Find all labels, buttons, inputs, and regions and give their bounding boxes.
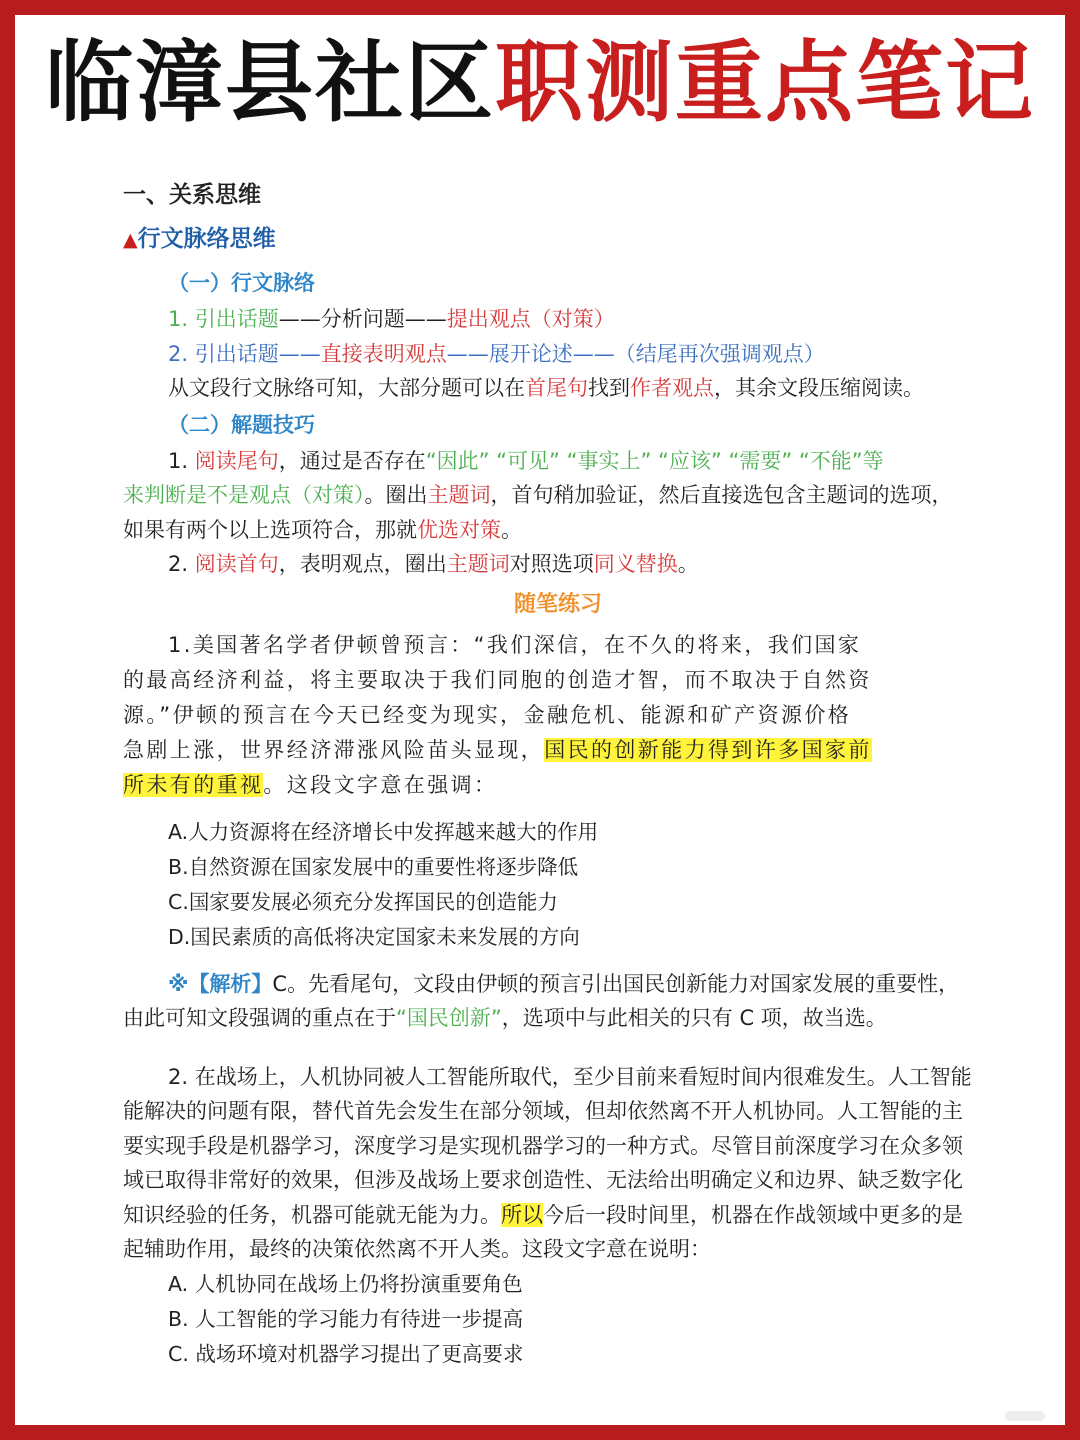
question-2-line: 起辅助作用，最终的决策依然离不开人类。这段文字意在说明： [123,1237,711,1261]
part-one-heading: （一）行文脉络 [168,271,315,295]
text-span: 。这段文字意在强调： [263,772,498,797]
tip-line-1 [123,444,993,479]
text-span: ，其余文段压缩阅读。 [714,376,924,400]
text-span: 如果有两个以上选项符合，那就 [123,517,417,542]
structure-line-1 [168,302,993,337]
highlighted-text: 所以 [501,1202,543,1227]
question-2-line: 域已取得非常好的效果，但涉及战场上要求创造性、无法给出明确定义和边界、缺乏数字化 [123,1168,963,1192]
text-span: 1. [168,448,195,473]
part-one [123,264,993,444]
question-2 [123,1060,993,1372]
highlighted-text: 国民的创新能力得到许多国家前 [544,737,872,762]
text-span: 同义替换 [593,552,678,576]
sub-heading-text: 行文脉络思维 [137,226,276,252]
text-span: 提出观点（对策） [446,307,615,331]
structure-summary [168,371,993,406]
question-2-line [123,1198,993,1233]
title-part-black: 临漳县社区 [44,31,495,134]
title-part-red: 职测重点笔记 [495,31,1036,134]
text-span: 优选对策 [417,517,501,542]
text-span: 作者观点 [630,376,714,400]
analysis-line-2 [123,1001,993,1036]
text-span: 2. 引出话题 [168,341,279,366]
text-span: 找到 [588,376,630,400]
part-two-body [123,444,993,582]
text-span: 今后一段时间里，机器在作战领域中更多的是 [543,1202,963,1227]
text-span: 由此可知文段强调的重点在于 [123,1006,396,1030]
question-1-line: 源。”伊顿的预言在今天已经变为现实，金融危机、能源和矿产资源价格 [123,702,852,727]
question-1-line: 的最高经济利益，将主要取决于我们同胞的创造才智，而不取决于自然资 [123,667,872,692]
spacer [123,1036,993,1060]
text-span: ，表明观点，圈出 [278,552,447,576]
tip-line-3 [123,513,993,548]
text-span: 来判断是不是观点（对策） [123,483,365,507]
note-content [123,175,993,1372]
text-span: ——分析问题—— [278,307,447,331]
text-span: 对照选项 [509,552,594,576]
text-span: C。先看尾句，文段由伊顿的预言引出国民创新能力对国家发展的重要性， [272,971,960,996]
sub-heading [123,215,993,264]
text-span: 主题词 [446,552,510,576]
option-a: A. 人机协同在战场上仍将扮演重要角色 [168,1271,523,1296]
triangle-icon: ▲ [123,229,138,251]
question-1 [123,628,993,1036]
text-span: 。圈出 [364,483,428,507]
question-2-line: 要实现手段是机器学习，深度学习是实现机器学习的一种方式。尽管目前深度学习在众多领 [123,1133,963,1158]
text-span: 阅读尾句 [194,448,279,473]
option-a: A.人力资源将在经济增长中发挥越来越大的作用 [168,819,599,844]
part-two-heading: （二）解题技巧 [168,412,315,437]
analysis-label: ※【解析】 [168,971,273,996]
tip-line-2 [123,478,993,513]
text-span: —— [278,341,321,366]
text-span: 1. 引出话题 [168,307,279,331]
section-heading: 一、关系思维 [123,182,261,208]
text-span: “因此” “可见” “事实上” “应该” “需要” “不能”等 [425,448,884,473]
text-span: 首尾句 [525,376,588,400]
text-span: 急剧上涨，世界经济滞涨风险苗头显现， [123,737,545,762]
question-1-line [123,733,993,768]
text-span: 从文段行文脉络可知，大部分题可以在 [168,376,525,400]
question-1-line: 1.美国著名学者伊顿曾预言：“我们深信，在不久的将来，我们国家 [168,632,862,657]
spacer [123,803,993,815]
text-span: 主题词 [427,483,491,507]
option-c: C. 战场环境对机器学习提出了更高要求 [168,1341,524,1366]
text-span: ，选项中与此相关的只有 C 项，故当选。 [501,1006,887,1030]
text-span: 阅读首句 [194,552,279,576]
option-c: C.国家要发展必须充分发挥国民的创造能力 [168,889,558,914]
question-2-line: 能解决的问题有限，替代首先会发生在部分领域，但却依然离不开人机协同。人工智能的主 [123,1099,963,1123]
analysis-line-1 [123,967,993,1002]
text-span: 。 [501,517,522,542]
option-b: B.自然资源在国家发展中的重要性将逐步降低 [168,854,579,879]
option-d: D.国民素质的高低将决定国家未来发展的方向 [168,924,580,949]
tip-line-4 [123,547,993,582]
highlighted-text: 所未有的重视 [123,772,264,797]
text-span: 知识经验的任务，机器可能就无能为力。 [123,1202,501,1227]
text-span: ，通过是否存在 [278,448,426,473]
practice-heading: 随笔练习 [513,591,602,617]
question-2-line: 2. 在战场上，人机协同被人工智能所取代，至少目前来看短时间内很难发生。人工智能 [168,1064,972,1089]
watermark-mark [1005,1411,1045,1421]
structure-line-2 [168,337,993,372]
text-span: 。 [677,552,699,576]
text-span: ——展开论述——（结尾再次强调观点） [446,341,825,366]
text-span: ，首句稍加验证，然后直接选包含主题词的选项， [490,483,953,507]
text-span: “国民创新” [396,1006,502,1030]
page-title [15,31,1065,134]
note-page [15,15,1065,1425]
spacer [123,955,993,967]
text-span: 2. [168,552,195,576]
question-1-line [123,768,993,803]
option-b: B. 人工智能的学习能力有待进一步提高 [168,1306,524,1331]
text-span: 直接表明观点 [320,341,447,366]
